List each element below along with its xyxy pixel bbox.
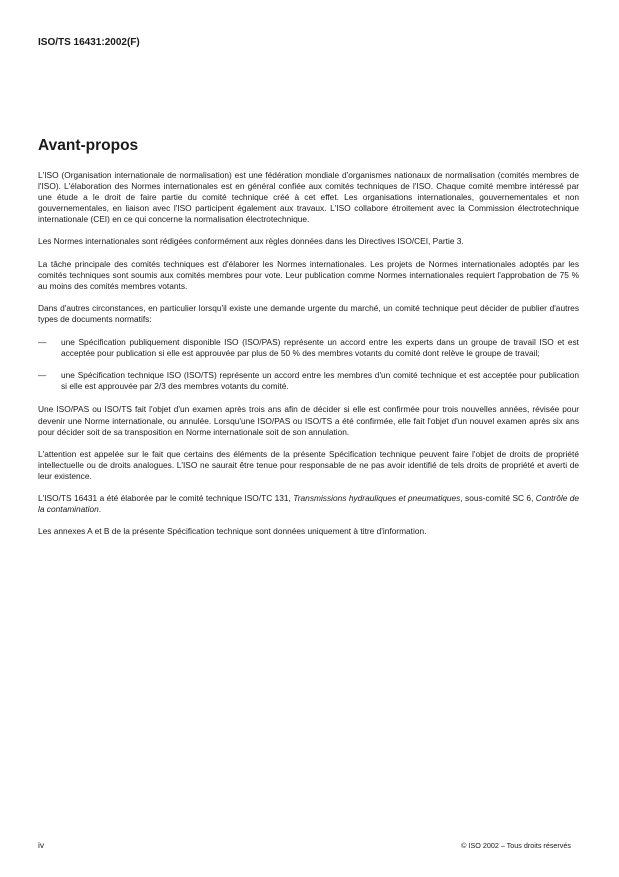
copyright-notice: © ISO 2002 – Tous droits réservés [461, 841, 571, 850]
document-body [38, 170, 579, 548]
list-item-iso-ts [38, 370, 579, 392]
paragraph-annexes: Les annexes A et B de la présente Spécification technique sont données uniquement à titre d'information. [38, 526, 427, 537]
committee-text-middle: , sous-comité SC 6, [460, 492, 536, 503]
paragraph-main-task: La tâche principale des comités techniques est d'élaborer les Normes internationales. Les projets de Normes internationales adoptés par les comités techniques sont soumis aux comités membres pour vote. Leur publication comme Normes internationales requiert l'approbation de 75 % au moins des comités membres votants. [38, 258, 579, 291]
list-dash: — [38, 337, 47, 348]
committee-text-end: . [98, 504, 102, 515]
list-item-text: une Spécification publiquement disponible ISO (ISO/PAS) représente un accord entre les experts dans un groupe de travail ISO et est acceptée pour publication si elle est approuvée par plus de 50 % des membres votants du comité dont relève le groupe de travail; [61, 337, 579, 359]
paragraph-review: Une ISO/PAS ou ISO/TS fait l'objet d'un examen après trois ans afin de décider si elle est confirmée pour trois nouvelles années, révisée pour devenir une Norme internationale, ou annulée. Lorsqu'une ISO/PAS ou ISO/TS a été confirmée, elle fait l'objet d'un nouvel examen après six ans pour décider soit de sa transposition en Norme internationale soit de son annulation. [38, 404, 579, 437]
list-item-text: une Spécification technique ISO (ISO/TS) représente un accord entre les membres d'un comité technique et est acceptée pour publication si elle est approuvée par 2/3 des membres votants du comité. [61, 370, 579, 392]
paragraph-other-circumstances: Dans d'autres circonstances, en particulier lorsqu'il existe une demande urgente du marché, un comité technique peut décider de publier d'autres types de documents normatifs: [38, 302, 579, 324]
subcommittee-title: Contrôle de la contamination [38, 492, 580, 515]
document-identifier: ISO/TS 16431:2002(F) [38, 37, 140, 48]
committee-title: Transmissions hydrauliques et pneumatiques [293, 492, 461, 503]
paragraph-directives: Les Normes internationales sont rédigées conformément aux règles données dans les Directives ISO/CEI, Partie 3. [38, 236, 464, 247]
paragraph-committee [38, 493, 579, 515]
page-title: Avant-propos [38, 137, 139, 154]
paragraph-patent-rights: L'attention est appelée sur le fait que certains des éléments de la présente Spécification technique peuvent faire l'objet de droits de propriété intellectuelle ou de droits analogues. L'ISO ne saurait être tenue pour responsable de ne pas avoir identifié de tels droits de propriété et averti de leur existence. [38, 448, 579, 481]
list-dash: — [38, 370, 47, 381]
committee-text-start: L'ISO/TS 16431 a été élaborée par le comité technique ISO/TC 131, [38, 492, 294, 503]
list-item-iso-pas [38, 337, 579, 359]
page-number: iv [38, 840, 45, 850]
paragraph-iso-intro: L'ISO (Organisation internationale de normalisation) est une fédération mondiale d'organismes nationaux de normalisation (comités membres de l'ISO). L'élaboration des Normes internationales est en général confiée aux comités techniques de l'ISO. Chaque comité membre intéressé par une étude a le droit de faire partie du comité technique créé à cet effet. Les organisations internationales, gouvernementales et non gouvernementales, en liaison avec l'ISO participent également aux travaux. L'ISO collabore étroitement avec la Commission électrotechnique internationale (CEI) en ce qui concerne la normalisation électrotechnique. [38, 170, 579, 225]
